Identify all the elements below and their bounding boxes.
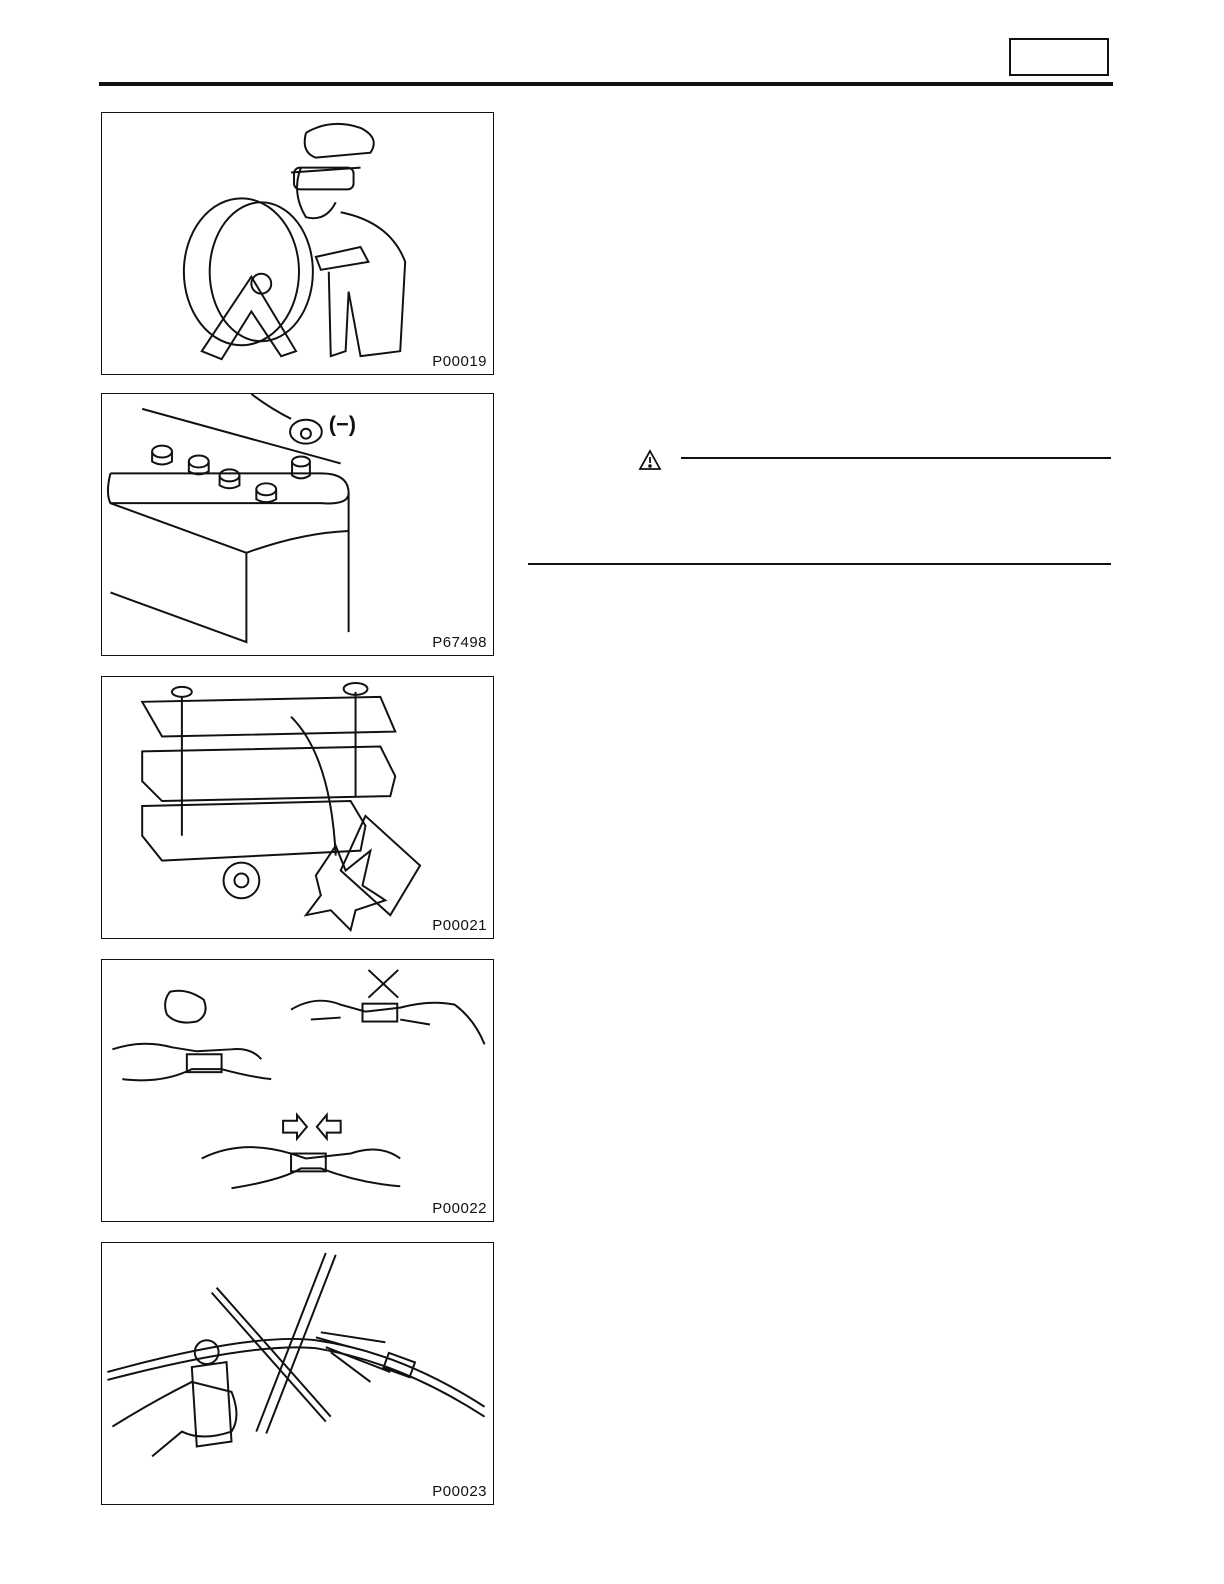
figure-battery xyxy=(101,393,494,656)
warning-triangle-icon xyxy=(638,449,662,471)
figure-grinder xyxy=(101,112,494,375)
caution-end-rule xyxy=(528,563,1111,565)
figure-code: P00023 xyxy=(432,1483,487,1500)
figure-code: P00019 xyxy=(432,353,487,370)
page-index-box xyxy=(1009,38,1109,76)
figure-dropped-parts xyxy=(101,676,494,939)
figure-code: P00022 xyxy=(432,1200,487,1217)
dropped-parts-illustration xyxy=(102,677,493,938)
grinder-illustration xyxy=(102,113,493,374)
figure-code: P67498 xyxy=(432,634,487,651)
figure-cleaning-spray xyxy=(101,1242,494,1505)
figure-connector xyxy=(101,959,494,1222)
figure-code: P00021 xyxy=(432,917,487,934)
negative-terminal-label: (−) xyxy=(328,411,357,437)
cleaning-spray-illustration xyxy=(102,1243,493,1504)
header-rule xyxy=(99,82,1113,86)
battery-illustration xyxy=(102,394,493,655)
caution-header-rule xyxy=(681,457,1111,459)
connector-hands-illustration xyxy=(102,960,493,1221)
